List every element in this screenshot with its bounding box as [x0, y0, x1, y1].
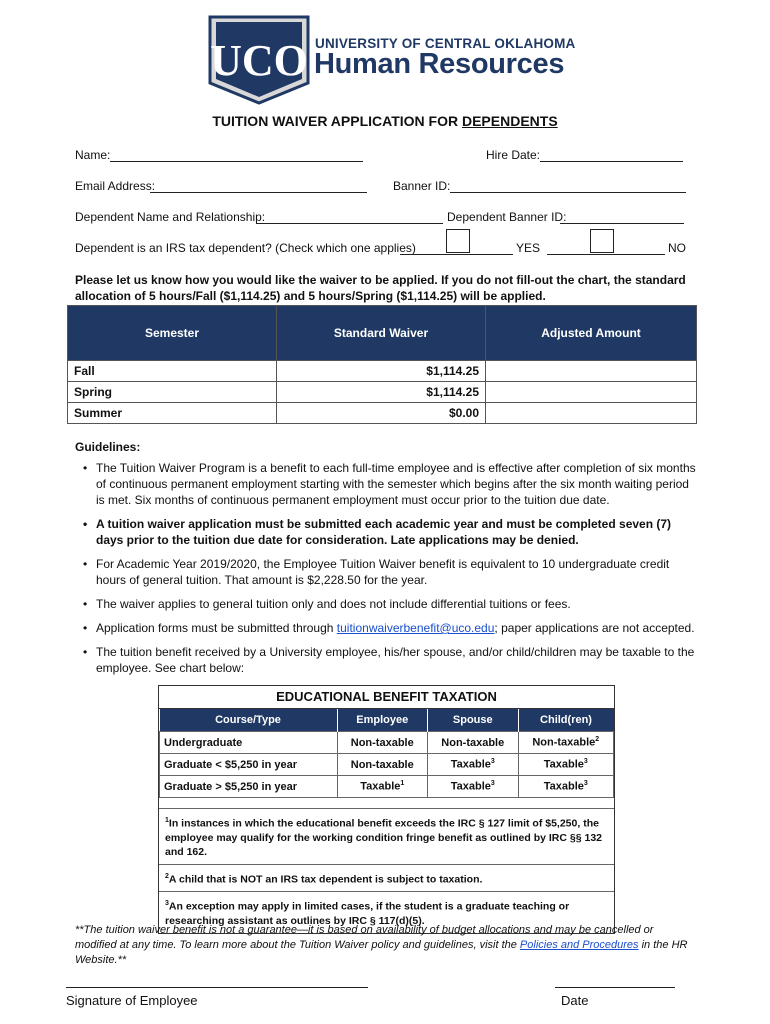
dependent-banner-field[interactable]: [560, 223, 684, 224]
list-item: [96, 620, 700, 636]
standard-cell: $1,114.25: [277, 361, 486, 382]
tax-header-children: Child(ren): [518, 709, 613, 732]
disclaimer: [75, 923, 695, 968]
footnote-1: [159, 808, 614, 864]
footnote-mark: 3: [490, 780, 495, 788]
table-row: [68, 361, 697, 382]
adjusted-input-spring[interactable]: [486, 382, 697, 403]
signature-line[interactable]: [66, 987, 368, 988]
yes-checkbox[interactable]: [446, 229, 470, 253]
name-label: Name:: [75, 148, 111, 162]
logo-department-name: Human Resources: [314, 48, 565, 80]
logo-mark-text: UCO: [210, 36, 308, 85]
list-item: • The tuition benefit received by a University employee, his/her spouse, and/or child/children may be taxable to the employee. See chart below:: [96, 644, 700, 676]
email-label: Email Address:: [75, 179, 156, 193]
tax-children-cell: [518, 732, 613, 754]
footnote-text: In instances in which the educational benefit exceeds the IRC § 127 limit of $5,250, the employee may qualify for the working condition fringe benefit as outlined by IRC §§ 132 and 162.: [165, 817, 602, 858]
tax-course-cell: Undergraduate: [160, 732, 338, 754]
title-prefix: TUITION WAIVER APPLICATION FOR: [212, 113, 459, 129]
header-standard: Standard Waiver: [277, 306, 486, 361]
footnote-mark: 2: [595, 736, 600, 744]
name-field[interactable]: [110, 161, 363, 162]
date-label: Date: [561, 993, 589, 1008]
tax-spouse-value: Taxable: [450, 780, 491, 793]
list-item: • The waiver applies to general tuition only and does not include differential tuitions or fees.: [96, 596, 700, 612]
guidelines-heading: Guidelines:: [75, 440, 141, 454]
table-row: [160, 754, 614, 776]
tax-course-cell: Graduate < $5,250 in year: [160, 754, 338, 776]
no-label: NO: [668, 241, 686, 255]
tax-children-value: Taxable: [543, 758, 584, 771]
title-emphasis: DEPENDENTS: [461, 113, 558, 129]
standard-cell: $0.00: [277, 403, 486, 424]
dependent-name-label: Dependent Name and Relationship:: [75, 210, 266, 224]
signature-label: Signature of Employee: [66, 993, 198, 1008]
tax-children-cell: [518, 776, 613, 798]
footnote-mark: 1: [165, 817, 169, 824]
tax-header-course: Course/Type: [160, 709, 338, 732]
footnote-text: A child that is NOT an IRS tax dependent is subject to taxation.: [168, 873, 483, 885]
dependent-banner-label: Dependent Banner ID:: [447, 210, 567, 224]
header-semester: Semester: [68, 306, 277, 361]
no-line: [547, 254, 665, 255]
tax-children-value: Taxable: [543, 780, 584, 793]
hire-date-field[interactable]: [540, 161, 683, 162]
list-item: • A tuition waiver application must be submitted each academic year and must be completed seven (7) days prior to the tuition due date for consideration. Late applications may be denied.: [96, 516, 700, 548]
footnote-mark: 3: [583, 780, 588, 788]
standard-cell: $1,114.25: [277, 382, 486, 403]
logo-university-name: UNIVERSITY OF CENTRAL OKLAHOMA: [315, 36, 576, 51]
hire-date-label: Hire Date:: [486, 148, 541, 162]
tax-course-cell: Graduate > $5,250 in year: [160, 776, 338, 798]
banner-id-field[interactable]: [450, 192, 686, 193]
footnote-mark: 1: [400, 780, 405, 788]
tax-spouse-cell: Non-taxable: [428, 732, 519, 754]
semester-cell: Spring: [68, 382, 277, 403]
form-title: [0, 113, 770, 129]
no-checkbox[interactable]: [590, 229, 614, 253]
footnote-mark: 3: [490, 758, 495, 766]
taxation-title: EDUCATIONAL BENEFIT TAXATION: [159, 686, 614, 709]
footnote-mark: 2: [165, 872, 169, 880]
disclaimer-pre: **The tuition waiver benefit is not a guarantee—it is based on availability of budget allocations and may be cancelled or modified at any time. To learn more about the Tuition Waiver policy and guidelines, visit the: [75, 924, 654, 951]
table-row: [68, 382, 697, 403]
tax-employee-cell: Non-taxable: [337, 732, 428, 754]
footnote-mark: 3: [165, 900, 169, 907]
taxation-table: [158, 685, 615, 934]
item5-post: ; paper applications are not accepted.: [494, 621, 695, 635]
email-field[interactable]: [150, 192, 367, 193]
yes-line: [400, 254, 513, 255]
tax-spouse-cell: [428, 776, 519, 798]
item5-pre: Application forms must be submitted through: [96, 621, 337, 635]
waiver-table: [67, 305, 697, 424]
tax-children-cell: [518, 754, 613, 776]
footnote-text: An exception may apply in limited cases, if the student is a graduate teaching or researching assistant as outlines by IRC § 117(d)(5).: [165, 900, 570, 927]
yes-label: YES: [516, 241, 541, 255]
irs-question: Dependent is an IRS tax dependent? (Check which one applies): [75, 241, 416, 255]
footnote-2: [159, 864, 614, 892]
tax-children-value: Non-taxable: [532, 736, 596, 749]
disclaimer-post: in the HR Website.**: [75, 939, 688, 966]
tax-spouse-value: Taxable: [450, 758, 491, 771]
tax-employee-cell: Non-taxable: [337, 754, 428, 776]
footnote-mark: 3: [583, 758, 588, 766]
email-link[interactable]: tuitionwaiverbenefit@uco.edu: [336, 621, 495, 635]
semester-cell: Fall: [68, 361, 277, 382]
banner-id-label: Banner ID:: [393, 179, 451, 193]
adjusted-input-summer[interactable]: [486, 403, 697, 424]
tax-employee-value: Taxable: [360, 780, 401, 793]
table-row: [160, 732, 614, 754]
uco-logo-mark: [206, 13, 312, 105]
tax-employee-cell: [337, 776, 428, 798]
dependent-name-field[interactable]: [256, 223, 443, 224]
table-row: [160, 776, 614, 798]
semester-cell: Summer: [68, 403, 277, 424]
header-adjusted: Adjusted Amount: [486, 306, 697, 361]
tax-spouse-cell: [428, 754, 519, 776]
tax-header-employee: Employee: [337, 709, 428, 732]
date-line[interactable]: [555, 987, 675, 988]
instructions: Please let us know how you would like the waiver to be applied. If you do not fill-out the chart, the standard allocation of 5 hours/Fall ($1,114.25) and 5 hours/Spring ($1,114.25) will be applied.: [75, 273, 686, 303]
adjusted-input-fall[interactable]: [486, 361, 697, 382]
tax-header-spouse: Spouse: [428, 709, 519, 732]
policies-link[interactable]: Policies and Procedures: [519, 939, 639, 951]
list-item: • For Academic Year 2019/2020, the Employee Tuition Waiver benefit is equivalent to 10 undergraduate credit hours of general tuition. That amount is $2,228.50 for the year.: [96, 556, 700, 588]
list-item: • The Tuition Waiver Program is a benefit to each full-time employee and is effective after completion of six months of continuous permanent employment starting with the semester which begins after the six month waiting period is met. Six months of continuous permanent employment must occur prior to the tuition due date.: [96, 460, 700, 508]
table-row: [68, 403, 697, 424]
guidelines: [75, 440, 700, 684]
